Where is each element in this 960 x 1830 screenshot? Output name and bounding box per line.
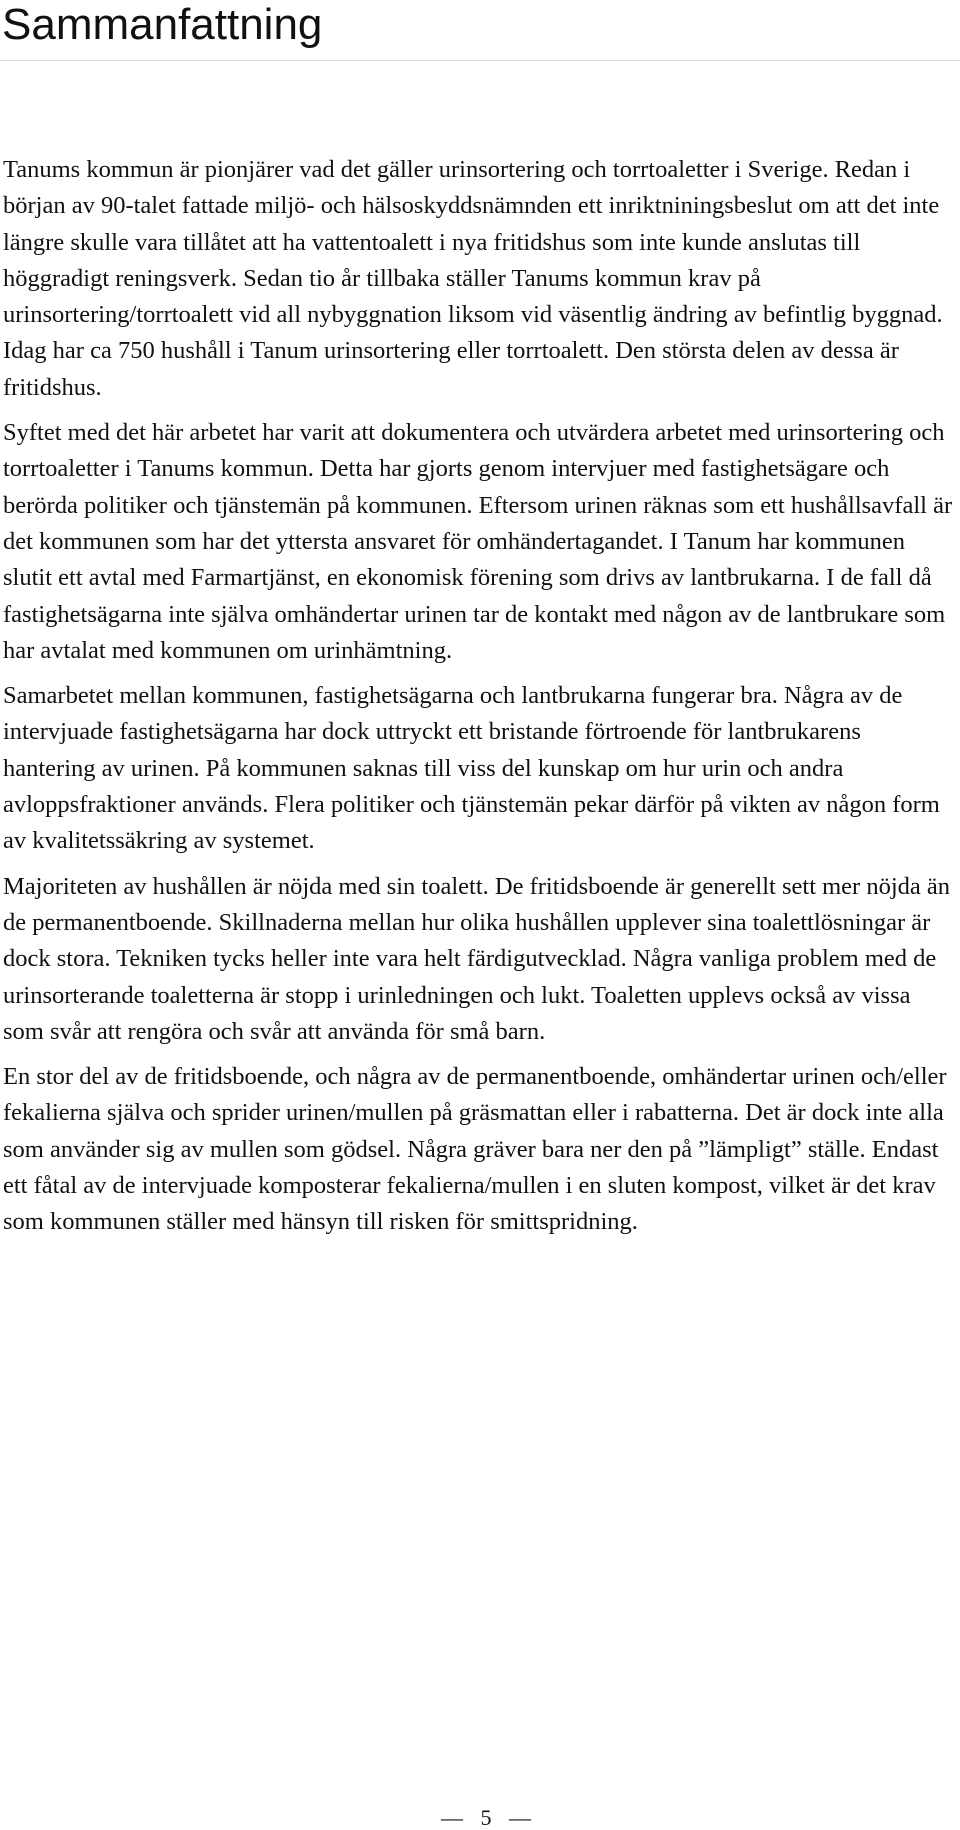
paragraph-background: Tanums kommun är pionjärer vad det gäller urinsortering och torrtoaletter i Sverige. Redan i början av 90-talet fattade miljö- och hälsoskyddsnämnden ett inriktniningsbeslut om att det inte längre skulle vara tillåtet att ha vattentoalett i nya fritidshus som inte kunde anslutas till höggradigt reningsverk. Sedan tio år tillbaka ställer Tanums kommun krav på urinsortering/torrtoalett vid all nybyggnation liksom vid väsentlig ändring av befintlig byggnad. Idag har ca 750 hushåll i Tanum urinsortering eller torrtoalett. Den största delen av dessa är fritidshus.: [3, 156, 943, 401]
paragraph-purpose: Syftet med det här arbetet har varit att dokumentera och utvärdera arbetet med urinsortering och torrtoaletter i Tanums kommun. Detta har gjorts genom intervjuer med fastighetsägare och berörda politiker och tjänstemän på kommunen. Eftersom urinen räknas som ett hushållsavfall är det kommunen som har det yttersta ansvaret för omhändertagandet. I Tanum har kommunen slutit ett avtal med Farmartjänst, en ekonomisk förening som drivs av lantbrukarna. I de fall då fastighetsägarna inte själva omhändertar urinen tar de kontakt med någon av de lantbrukare som har avtalat med kommunen om urinhämtning.: [3, 419, 953, 664]
page-footer: [0, 1805, 960, 1830]
heading-divider: [0, 60, 960, 61]
paragraph-cooperation: Samarbetet mellan kommunen, fastighetsägarna och lantbrukarna fungerar bra. Några av de intervjuade fastighetsägarna har dock uttryckt ett bristande förtroende för lantbrukarens hantering av urinen. På kommunen saknas till viss del kunskap om hur urin och andra avloppsfraktioner används. Flera politiker och tjänstemän pekar därför på vikten av någon form av kvalitetssäkring av systemet.: [3, 682, 940, 855]
paragraph-satisfaction: Majoriteten av hushållen är nöjda med sin toalett. De fritidsboende är generellt sett mer nöjda än de permanentboende. Skillnaderna mellan hur olika hushållen upplever sina toalettlösningar är dock stora. Tekniken tycks heller inte vara helt färdigutvecklad. Några vanliga problem med de urinsorterande toaletterna är stopp i urinledningen och lukt. Toaletten upplevs också av vissa som svår att rengöra och svår att använda för små barn.: [3, 872, 951, 1045]
page-number: 5: [480, 1805, 492, 1830]
summary-body: [3, 152, 955, 1250]
page-title: Sammanfattning: [2, 0, 323, 49]
paragraph-handling: En stor del av de fritidsboende, och några av de permanentboende, omhändertar urinen och/eller fekalierna själva och sprider urinen/mullen på gräsmattan eller i rabatterna. Det är dock inte alla som använder sig av mullen som gödsel. Några gräver bara ner den på ”lämpligt” ställe. Endast ett fåtal av de intervjuade komposterar fekalierna/mullen i en sluten kompost, vilket är det krav som kommunen ställer med hänsyn till risken för smittspridning.: [3, 1063, 947, 1236]
page-number-dash-right: —: [509, 1805, 531, 1830]
page-number-dash-left: —: [441, 1805, 463, 1830]
